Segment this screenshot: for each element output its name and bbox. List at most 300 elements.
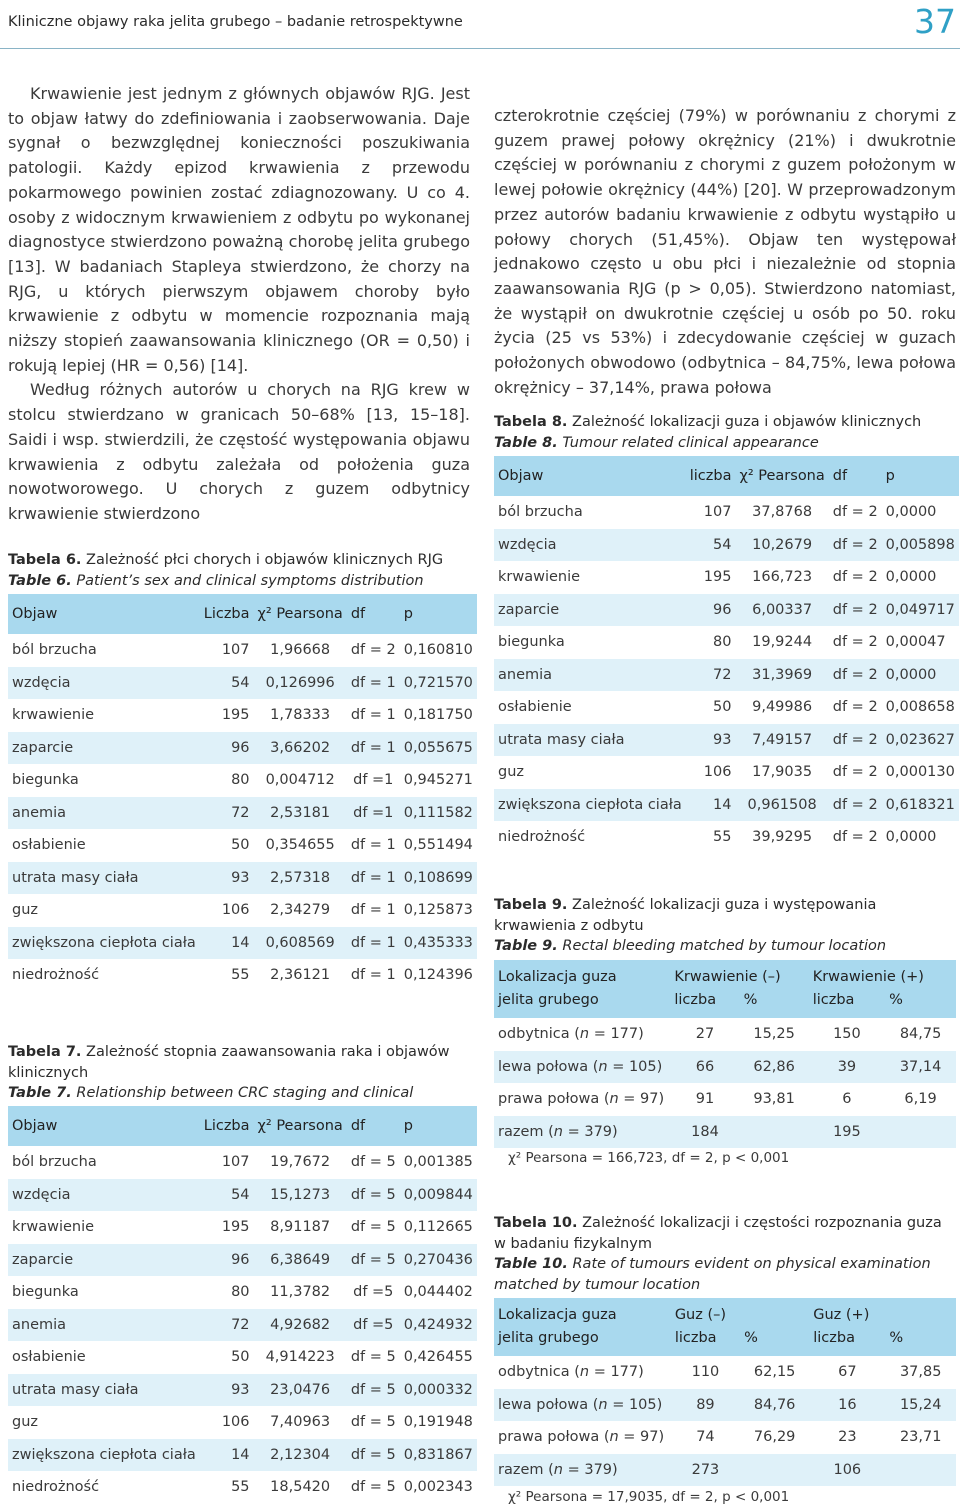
table-cell: biegunka (8, 764, 200, 797)
table-cell (740, 1116, 809, 1149)
table-row (494, 1421, 956, 1454)
table-cell: 80 (200, 1276, 254, 1309)
table-row (8, 894, 477, 927)
header-row (494, 1326, 956, 1356)
table-cell: df = 2 (829, 756, 882, 789)
table-cell: 8,91187 (254, 1211, 347, 1244)
table-cell: 7,40963 (254, 1406, 347, 1439)
table-cell: 6,00337 (735, 594, 828, 627)
column-header: Objaw (8, 594, 200, 634)
table-cell: 0,000332 (400, 1374, 477, 1407)
table-cell: 166,723 (735, 561, 828, 594)
table-cell: ból brzucha (494, 496, 686, 529)
table-title: Tumour related clinical appearance (562, 434, 819, 451)
table-cell (740, 1454, 809, 1487)
column-header: χ² Pearsona (735, 456, 828, 496)
table-cell: 18,5420 (254, 1471, 347, 1504)
table-label: Tabela 8. (494, 414, 568, 430)
table-cell: 74 (671, 1421, 740, 1454)
table-cell: 195 (809, 1116, 885, 1149)
table-cell: odbytnica (n = 177) (494, 1356, 671, 1389)
table-cell: osłabienie (8, 1341, 200, 1374)
table-cell: 1,78333 (254, 699, 347, 732)
table-row (494, 659, 959, 692)
running-title: Kliniczne objawy raka jelita grubego – badanie retrospektywne (8, 14, 463, 30)
table-cell: 195 (200, 1211, 254, 1244)
table-cell: df =1 (347, 797, 400, 830)
table-cell: 15,24 (885, 1389, 956, 1422)
table-cell: df = 5 (347, 1374, 400, 1407)
table-row (494, 1454, 956, 1487)
header-row (8, 594, 477, 634)
column-header: % (740, 988, 809, 1018)
table-row (494, 626, 959, 659)
table-cell: 67 (809, 1356, 885, 1389)
table-cell: 0,124396 (400, 959, 477, 992)
table-cell: lewa połowa (n = 105) (494, 1389, 671, 1422)
table-row (8, 959, 477, 992)
table9 (494, 960, 956, 1148)
column-header: p (882, 456, 959, 496)
table-cell: 107 (686, 496, 736, 529)
table-cell: df =5 (347, 1276, 400, 1309)
page-header (0, 0, 960, 49)
table-cell: df = 2 (829, 659, 882, 692)
table-cell: 14 (200, 1439, 254, 1472)
table-cell: 273 (671, 1454, 740, 1487)
table-cell: 0,181750 (400, 699, 477, 732)
table-cell: 3,66202 (254, 732, 347, 765)
table-cell: prawa połowa (n = 97) (494, 1083, 670, 1116)
header-row (8, 1106, 477, 1146)
table-cell: 54 (200, 667, 254, 700)
table-cell: 23,71 (885, 1421, 956, 1454)
table-row (494, 691, 959, 724)
table-cell: 2,12304 (254, 1439, 347, 1472)
table-cell: 1,96668 (254, 634, 347, 667)
table-cell: krwawienie (8, 1211, 200, 1244)
table-cell: anemia (8, 1309, 200, 1342)
column-header: jelita grubego (494, 988, 670, 1018)
table-cell: 0,009844 (400, 1179, 477, 1212)
table-label: Table 9. (494, 938, 558, 954)
table-cell: 106 (686, 756, 736, 789)
table-cell: guz (494, 756, 686, 789)
header-row (494, 1298, 956, 1326)
table-cell: ból brzucha (8, 634, 200, 667)
table-cell: 0,424932 (400, 1309, 477, 1342)
table-cell: odbytnica (n = 177) (494, 1018, 670, 1051)
page-number: 37 (914, 2, 956, 41)
table-cell: 15,25 (740, 1018, 809, 1051)
column-header: Objaw (8, 1106, 200, 1146)
table-cell: df = 5 (347, 1341, 400, 1374)
table-cell: 0,0000 (882, 561, 959, 594)
table-cell: 0,023627 (882, 724, 959, 757)
table-cell: osłabienie (8, 829, 200, 862)
table-cell: 91 (670, 1083, 739, 1116)
table-row (8, 1406, 477, 1439)
table-row (494, 1051, 956, 1084)
table-label: Tabela 7. (8, 1044, 82, 1060)
table-cell: 62,86 (740, 1051, 809, 1084)
table-row (8, 1179, 477, 1212)
table-cell: 0,055675 (400, 732, 477, 765)
table-cell: 93 (200, 1374, 254, 1407)
table-cell: 107 (200, 634, 254, 667)
table-cell: 89 (671, 1389, 740, 1422)
table-cell: df = 5 (347, 1211, 400, 1244)
table-cell: df = 1 (347, 699, 400, 732)
column-header: % (885, 988, 956, 1018)
table-row (8, 1439, 477, 1472)
column-header: df (829, 456, 882, 496)
table-cell: anemia (8, 797, 200, 830)
table-row (8, 927, 477, 960)
column-header: Liczba (200, 1106, 254, 1146)
table-row (8, 732, 477, 765)
table-cell: 0,001385 (400, 1146, 477, 1179)
table-cell: 0,005898 (882, 529, 959, 562)
table-cell (885, 1454, 956, 1487)
table-row (494, 1389, 956, 1422)
column-header: df (347, 594, 400, 634)
column-header: Krwawienie (+) (809, 960, 956, 988)
table-label: Tabela 9. (494, 897, 568, 913)
table-cell: 14 (686, 789, 736, 822)
column-header: jelita grubego (494, 1326, 671, 1356)
table-cell: utrata masy ciała (494, 724, 686, 757)
table-row (8, 1146, 477, 1179)
table-title: Zależność lokalizacji i częstości rozpoznania guza w badaniu fizykalnym (494, 1215, 942, 1252)
table-cell: df = 1 (347, 829, 400, 862)
table-cell: 0,044402 (400, 1276, 477, 1309)
column-header: p (400, 1106, 477, 1146)
table-cell: 55 (200, 959, 254, 992)
table-cell: 19,9244 (735, 626, 828, 659)
table-title: Patient’s sex and clinical symptoms distribution (76, 572, 424, 589)
table-cell: 54 (200, 1179, 254, 1212)
table-cell: niedrożność (494, 821, 686, 854)
table-cell: 4,914223 (254, 1341, 347, 1374)
table-cell: 50 (686, 691, 736, 724)
table-cell: 110 (671, 1356, 740, 1389)
table-cell: 96 (200, 1244, 254, 1277)
table-cell: 55 (200, 1471, 254, 1504)
table-cell: 50 (200, 829, 254, 862)
column-header: χ² Pearsona (254, 594, 347, 634)
table-row (8, 1309, 477, 1342)
table-cell: 72 (686, 659, 736, 692)
table-title: Zależność stopnia zaawansowania raka i objawów klinicznych (8, 1044, 450, 1081)
table-row (8, 634, 477, 667)
column-header: Krwawienie (–) (670, 960, 808, 988)
table-cell: guz (8, 894, 200, 927)
table-cell: 0,112665 (400, 1211, 477, 1244)
table-cell: lewa połowa (n = 105) (494, 1051, 670, 1084)
table-cell: 93 (200, 862, 254, 895)
table-row (494, 561, 959, 594)
table-cell: 6,38649 (254, 1244, 347, 1277)
table-cell: 0,435333 (400, 927, 477, 960)
table-row (494, 724, 959, 757)
table-cell: 0,002343 (400, 1471, 477, 1504)
table-row (494, 756, 959, 789)
table-cell: 195 (200, 699, 254, 732)
paragraph: Według różnych autorów u chorych na RJG krew w stolcu stwierdzano w granicach 50–68% [13, 15–18]. Saidi i wsp. stwierdzili, że częstość występowania objawu krwawienia z odbytu zależała od położenia guza nowotworowego. U chorych z guzem odbytnicy krwawienie stwierdzono (8, 380, 470, 523)
table-cell: df = 5 (347, 1406, 400, 1439)
table-cell: 0,111582 (400, 797, 477, 830)
table-cell: 0,831867 (400, 1439, 477, 1472)
table-label: Table 10. (494, 1256, 568, 1272)
column-header: df (347, 1106, 400, 1146)
table-cell: 106 (200, 1406, 254, 1439)
table-cell: df = 2 (829, 724, 882, 757)
table-row (494, 789, 959, 822)
table-cell: 0,126996 (254, 667, 347, 700)
column-header: Objaw (494, 456, 686, 496)
table-cell: 0,426455 (400, 1341, 477, 1374)
table-cell: 0,049717 (882, 594, 959, 627)
table-cell: df = 1 (347, 667, 400, 700)
table-cell: utrata masy ciała (8, 1374, 200, 1407)
table-cell: krwawienie (8, 699, 200, 732)
table-cell: 184 (670, 1116, 739, 1149)
table-cell: 2,34279 (254, 894, 347, 927)
table-cell: 96 (686, 594, 736, 627)
table-cell: 16 (809, 1389, 885, 1422)
table-cell: osłabienie (494, 691, 686, 724)
table-cell: anemia (494, 659, 686, 692)
column-header: p (400, 594, 477, 634)
table-cell: 0,00047 (882, 626, 959, 659)
table-cell: 106 (200, 894, 254, 927)
table-label: Table 7. (8, 1085, 72, 1101)
table-cell: df = 1 (347, 732, 400, 765)
table9-footnote: χ² Pearsona = 166,723, df = 2, p < 0,001 (508, 1150, 790, 1166)
column-header: Guz (–) (671, 1298, 809, 1326)
table-cell: 76,29 (740, 1421, 809, 1454)
table-cell: df = 2 (829, 626, 882, 659)
table-cell: 0,0000 (882, 821, 959, 854)
table-row (8, 764, 477, 797)
table-cell: 195 (686, 561, 736, 594)
column-header: Lokalizacja guza (494, 1298, 671, 1326)
table-row (8, 667, 477, 700)
table-cell: 2,36121 (254, 959, 347, 992)
table-row (494, 496, 959, 529)
table-cell: df = 1 (347, 862, 400, 895)
column-header: % (885, 1326, 956, 1356)
table-cell: utrata masy ciała (8, 862, 200, 895)
table-cell: 9,49986 (735, 691, 828, 724)
table-cell: 72 (200, 797, 254, 830)
table-row (8, 1471, 477, 1504)
table-row (494, 1356, 956, 1389)
table-cell: 19,7672 (254, 1146, 347, 1179)
column-header: liczba (670, 988, 739, 1018)
table-cell: 62,15 (740, 1356, 809, 1389)
table10-footnote: χ² Pearsona = 17,9035, df = 2, p < 0,001 (508, 1489, 790, 1505)
table-cell: zwiększona ciepłota ciała (8, 927, 200, 960)
column-header: liczba (809, 1326, 885, 1356)
table-cell: wzdęcia (494, 529, 686, 562)
table-row (8, 699, 477, 732)
table-cell: df = 2 (829, 561, 882, 594)
table-cell: 2,57318 (254, 862, 347, 895)
table-row (8, 1211, 477, 1244)
table-row (8, 1244, 477, 1277)
table-cell: 50 (200, 1341, 254, 1374)
table-row (8, 862, 477, 895)
table-label: Table 8. (494, 434, 558, 451)
table-row (8, 1276, 477, 1309)
table-cell: wzdęcia (8, 667, 200, 700)
table6-caption (8, 550, 470, 591)
table-cell: biegunka (8, 1276, 200, 1309)
table-cell: 0,354655 (254, 829, 347, 862)
table-cell: guz (8, 1406, 200, 1439)
table-cell: df = 5 (347, 1471, 400, 1504)
table-cell: 54 (686, 529, 736, 562)
table-cell: df = 1 (347, 959, 400, 992)
column-header: % (740, 1326, 809, 1356)
header-row (494, 456, 959, 496)
table-cell (885, 1116, 956, 1149)
table-cell: 17,9035 (735, 756, 828, 789)
table-cell: 7,49157 (735, 724, 828, 757)
table-title: Zależność lokalizacji guza i występowania krwawienia z odbytu (494, 897, 877, 934)
table-cell: 37,8768 (735, 496, 828, 529)
table-label: Table 6. (8, 572, 72, 589)
table-cell: niedrożność (8, 959, 200, 992)
table-cell: 84,75 (885, 1018, 956, 1051)
table-cell: 37,85 (885, 1356, 956, 1389)
table9-caption (494, 895, 956, 957)
table-cell: 96 (200, 732, 254, 765)
column-header: Liczba (200, 594, 254, 634)
table-cell: zaparcie (8, 732, 200, 765)
table-cell: 84,76 (740, 1389, 809, 1422)
table-cell: ból brzucha (8, 1146, 200, 1179)
table-cell: 37,14 (885, 1051, 956, 1084)
table-label: Tabela 10. (494, 1215, 578, 1231)
table-cell: razem (n = 379) (494, 1116, 670, 1149)
table-cell: df = 5 (347, 1146, 400, 1179)
table-cell: 14 (200, 927, 254, 960)
paragraph: czterokrotnie częściej (79%) w porównaniu z chorymi z guzem prawej połowy okrężnicy (21%) i dwukrotnie częściej w porównaniu z chorymi z guzem położonym w lewej połowie okrężnicy (44%) [20]. W przeprowadzonym przez autorów badaniu krwawienie z odbytu wystąpiło u połowy chorych (51,45%). Objaw ten występował jednakowo często u obu płci i niezależnie od stopnia zaawansowania RJG (p > 0,05). Stwierdzono natomiast, że wystąpił on dwukrotnie częściej u osób po 50. roku życia (25 vs 53%) i zdecydowanie częściej w guzach położonych obwodowo (odbytnica – 84,75%, lewa połowa okrężnicy – 37,14%, prawa połowa (494, 106, 956, 397)
table6 (8, 594, 477, 992)
table-cell: df = 2 (829, 821, 882, 854)
table-title: Relationship between CRC staging and clinical (76, 1085, 414, 1101)
table-row (8, 1374, 477, 1407)
table-cell: df = 1 (347, 927, 400, 960)
table-cell: 0,160810 (400, 634, 477, 667)
table-cell: 15,1273 (254, 1179, 347, 1212)
header-row (494, 960, 956, 988)
table-cell: 55 (686, 821, 736, 854)
table-cell: 0,608569 (254, 927, 347, 960)
table-cell: 0,945271 (400, 764, 477, 797)
table-cell: 0,108699 (400, 862, 477, 895)
column-header: liczba (809, 988, 885, 1018)
table-cell: df =5 (347, 1309, 400, 1342)
table-cell: niedrożność (8, 1471, 200, 1504)
table-cell: krwawienie (494, 561, 686, 594)
table-cell: 31,3969 (735, 659, 828, 692)
column-header: liczba (671, 1326, 740, 1356)
table-cell: 106 (809, 1454, 885, 1487)
table-cell: 0,191948 (400, 1406, 477, 1439)
table-cell: zaparcie (8, 1244, 200, 1277)
table-cell: df = 2 (829, 691, 882, 724)
column-header: liczba (686, 456, 736, 496)
table-cell: 0,721570 (400, 667, 477, 700)
table10 (494, 1298, 956, 1486)
left-column-text (8, 82, 470, 527)
table-cell: 6 (809, 1083, 885, 1116)
table-cell: 93 (686, 724, 736, 757)
table-cell: zaparcie (494, 594, 686, 627)
table-cell: prawa połowa (n = 97) (494, 1421, 671, 1454)
table-cell: 23 (809, 1421, 885, 1454)
table-cell: zwiększona ciepłota ciała (494, 789, 686, 822)
table-cell: 66 (670, 1051, 739, 1084)
table-cell: 80 (200, 764, 254, 797)
table-title: Zależność lokalizacji guza i objawów klinicznych (572, 414, 922, 430)
table-cell: df = 2 (347, 634, 400, 667)
table-title: Rectal bleeding matched by tumour location (562, 938, 887, 954)
table7 (8, 1106, 477, 1504)
table-cell: 80 (686, 626, 736, 659)
table-cell: df = 5 (347, 1244, 400, 1277)
table-cell: df = 2 (829, 594, 882, 627)
table10-caption (494, 1213, 956, 1295)
table8-caption (494, 412, 956, 453)
table-cell: 39,9295 (735, 821, 828, 854)
table-cell: biegunka (494, 626, 686, 659)
table-cell: 0,004712 (254, 764, 347, 797)
table8 (494, 456, 959, 854)
table-cell: razem (n = 379) (494, 1454, 671, 1487)
table-cell: df = 2 (829, 496, 882, 529)
paragraph: Krwawienie jest jednym z głównych objawów RJG. Jest to objaw łatwy do zdefiniowania i zaobserwowania. Daje sygnał o bezwzględnej konieczności poszukiwania patologii. Każdy epizod krwawienia z przewodu pokarmowego powinien zostać zdiagnozowany. U co 4. osoby z widocznym krwawieniem z odbytu po wykonanej diagnostyce stwierdzono poważną chorobę jelita grubego [13]. W badaniach Stapleya stwierdzono, że chorzy na RJG, u których pierwszym objawem choroby było krwawienie z odbytu w momencie rozpoznania mają niższy stopień zaawansowania klinicznego (OR = 0,50) i rokują lepiej (HR = 0,56) [14]. (8, 84, 470, 375)
table-cell: 0,270436 (400, 1244, 477, 1277)
table-cell: 150 (809, 1018, 885, 1051)
table-row (494, 529, 959, 562)
table-cell: 2,53181 (254, 797, 347, 830)
table-title: Zależność płci chorych i objawów klinicznych RJG (86, 552, 444, 568)
table-cell: 0,961508 (735, 789, 828, 822)
table-cell: 72 (200, 1309, 254, 1342)
table-cell: df = 5 (347, 1439, 400, 1472)
column-header: Lokalizacja guza (494, 960, 670, 988)
table-cell: 107 (200, 1146, 254, 1179)
table-cell: 27 (670, 1018, 739, 1051)
table-cell: 10,2679 (735, 529, 828, 562)
table-row (8, 1341, 477, 1374)
table-cell: 6,19 (885, 1083, 956, 1116)
table-row (494, 1083, 956, 1116)
column-header: Guz (+) (809, 1298, 956, 1326)
table-row (494, 1018, 956, 1051)
table-row (8, 829, 477, 862)
table-cell: 0,008658 (882, 691, 959, 724)
table-cell: zwiększona ciepłota ciała (8, 1439, 200, 1472)
table-cell: 0,000130 (882, 756, 959, 789)
table-cell: 23,0476 (254, 1374, 347, 1407)
table-cell: wzdęcia (8, 1179, 200, 1212)
